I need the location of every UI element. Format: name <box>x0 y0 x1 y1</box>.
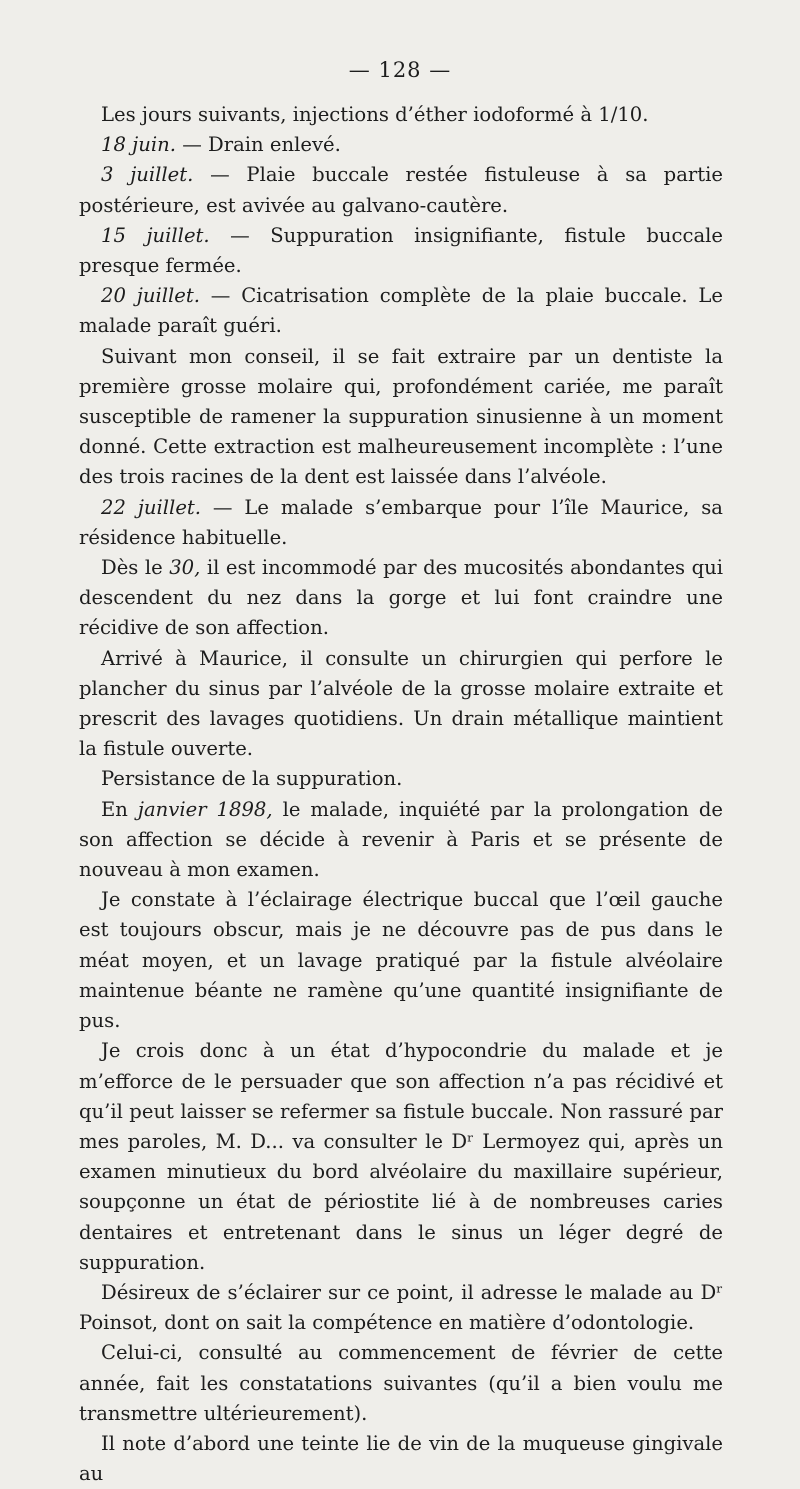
paragraph <box>79 1036 723 1278</box>
paragraph-text: il est incommodé par des mucosités abondantes qui descendent du nez dans la gorge et lui font craindre une récidive de son affection. <box>79 556 724 640</box>
paragraph-text: Désireux de s’éclairer sur ce point, il adresse le malade au Dʳ Poinsot, dont on sait la compétence en matière d’odontologie. <box>79 1280 723 1335</box>
paragraph <box>79 130 723 160</box>
paragraph <box>79 100 723 130</box>
paragraph <box>79 1278 723 1338</box>
paragraph <box>79 1429 723 1489</box>
paragraph-date: 18 juin. <box>101 133 176 157</box>
paragraph-date: 30, <box>169 556 201 580</box>
paragraph <box>79 342 723 493</box>
body-text <box>79 100 723 1489</box>
paragraph-text: Je crois donc à un état d’hypocondrie du malade et je m’efforce de le persuader que son affection n’a pas récidivé et qu’il peut laisser se refermer sa fistule buccale. Non rassuré par mes paroles, M. D... va consulter le Dʳ Lermoyez qui, après un examen minutieux du bord alvéolaire du maxillaire supérieur, soupçonne un état de périostite lié à de nombreuses caries dentaires et entretenant dans le sinus un léger degré de suppuration. <box>79 1039 723 1274</box>
paragraph-date: 20 juillet. <box>101 284 200 308</box>
paragraph-text: Il note d’abord une teinte lie de vin de la muqueuse gingivale au <box>79 1431 723 1486</box>
paragraph-text: — Suppuration insignifiante, fistule buccale presque fermée. <box>79 223 723 278</box>
paragraph-date: janvier 1898, <box>137 797 273 821</box>
paragraph <box>79 764 723 794</box>
paragraph-date: 3 juillet. <box>101 163 194 187</box>
page-number: — 128 — <box>348 58 452 82</box>
paragraph <box>79 281 723 341</box>
paragraph-text: Suivant mon conseil, il se fait extraire par un dentiste la première grosse molaire qui, profondément cariée, me paraît susceptible de ramener la suppuration sinusienne à un moment donné. Cette extraction est malheureusement incomplète : l’une des trois racines de la dent est laissée dans l’alvéole. <box>79 344 723 489</box>
paragraph <box>79 493 723 553</box>
paragraph-text: — Plaie buccale restée fistuleuse à sa partie postérieure, est avivée au galvano-cautère. <box>79 163 723 217</box>
paragraph <box>79 160 723 220</box>
paragraph-text: Arrivé à Maurice, il consulte un chirurgien qui perfore le plancher du sinus par l’alvéole de la grosse molaire extraite et prescrit des lavages quotidiens. Un drain métallique maintient la fistule ouverte. <box>79 646 723 761</box>
paragraph <box>79 885 723 1036</box>
paragraph-prefix: Dès le <box>101 556 170 580</box>
paragraph-date: 15 juillet. <box>101 223 210 247</box>
paragraph-text: Persistance de la suppuration. <box>101 767 403 791</box>
paragraph-text: Les jours suivants, injections d’éther iodoformé à 1/10. <box>101 103 649 126</box>
paragraph-date: 22 juillet. <box>101 495 202 519</box>
paragraph-text: le malade, inquiété par la prolongation de son affection se décide à revenir à Paris et se présente de nouveau à mon examen. <box>79 797 724 882</box>
paragraph-prefix: En <box>101 797 138 821</box>
paragraph-text: — Drain enlevé. <box>175 133 341 157</box>
paragraph <box>79 795 723 886</box>
paragraph-text: — Le malade s’embarque pour l’île Maurice, sa résidence habituelle. <box>79 495 723 549</box>
paragraph <box>79 644 723 765</box>
paragraph <box>79 221 723 281</box>
paragraph-text: — Cicatrisation complète de la plaie buccale. Le malade paraît guéri. <box>79 284 723 338</box>
paragraph <box>79 1338 723 1429</box>
paragraph-text: Celui-ci, consulté au commencement de février de cette année, fait les constatations suivantes (qu’il a bien voulu me transmettre ultérieurement). <box>79 1341 723 1425</box>
paragraph-text: Je constate à l’éclairage électrique buccal que l’œil gauche est toujours obscur, mais je ne découvre pas de pus dans le méat moyen, et un lavage pratiqué par la fistule alvéolaire maintenue béante ne ramène qu’une quantité insignifiante de pus. <box>79 888 723 1033</box>
paragraph <box>79 553 723 644</box>
